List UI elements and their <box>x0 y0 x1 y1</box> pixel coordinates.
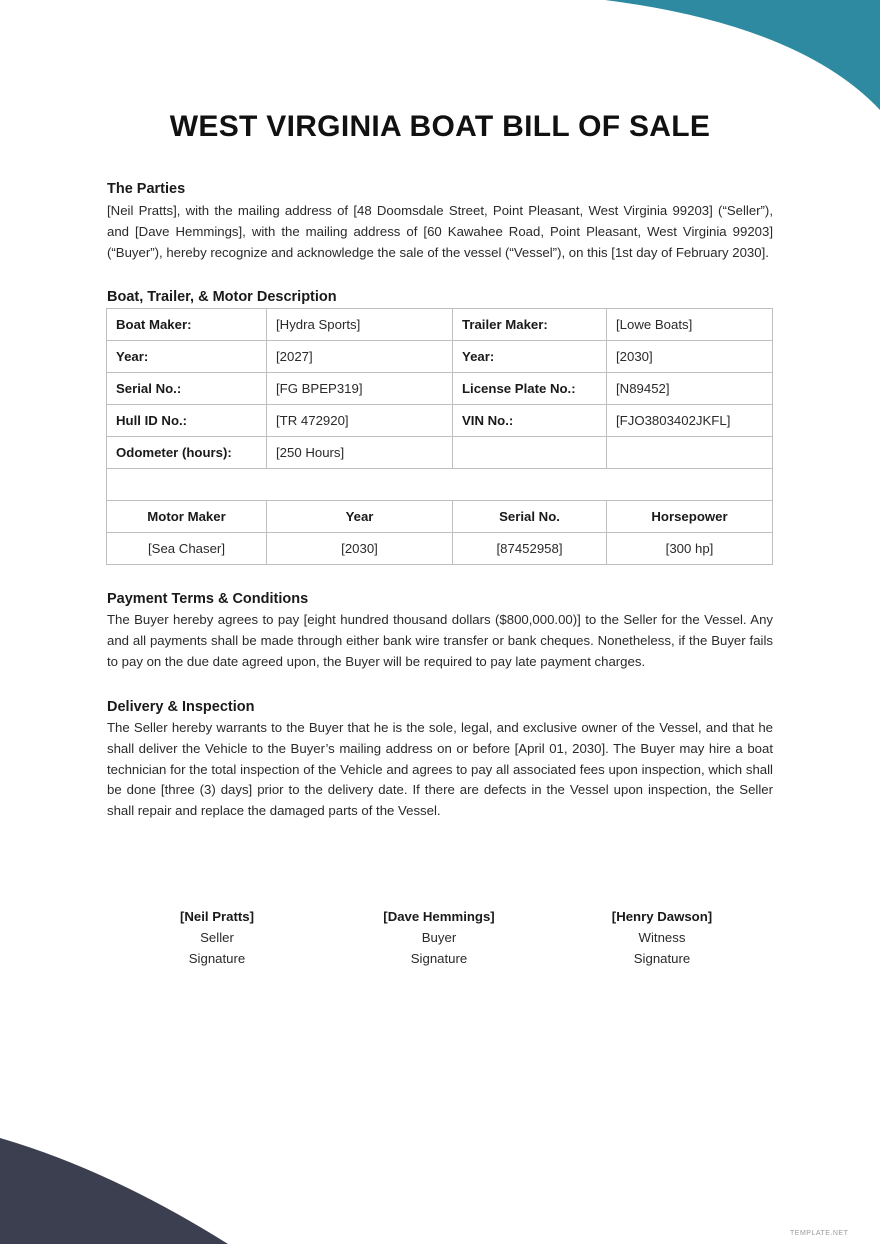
boat-year-value: [2027] <box>267 341 453 373</box>
boat-year-label: Year: <box>107 341 267 373</box>
table-row <box>107 341 773 373</box>
description-heading: Boat, Trailer, & Motor Description <box>107 289 337 305</box>
motor-serial-header: Serial No. <box>453 501 607 533</box>
motor-serial-value: [87452958] <box>453 533 607 565</box>
motor-value-row <box>107 533 773 565</box>
empty-cell <box>453 437 607 469</box>
buyer-signature-block <box>339 906 539 969</box>
delivery-text: The Seller hereby warrants to the Buyer that he is the sole, legal, and exclusive owner of the Vessel, and that he shall deliver the Vehicle to the Buyer’s mailing address on or before [April 01, 2030]. The Buyer may hire a boat technician for the total inspection of the Vehicle and agrees to pay all associated fees upon inspection, which shall be done [three (3) days] prior to the delivery date. If there are defects in the Vessel upon inspection, the Seller shall repair and replace the damaged parts of the Vessel. <box>107 720 773 819</box>
witness-signature-line: Signature <box>633 951 691 966</box>
seller-role: Seller <box>200 930 234 945</box>
boat-maker-label: Boat Maker: <box>107 309 267 341</box>
odometer-value: [250 Hours] <box>267 437 453 469</box>
witness-name: [Henry Dawson] <box>611 909 713 924</box>
serial-no-label: Serial No.: <box>107 373 267 405</box>
delivery-heading: Delivery & Inspection <box>107 699 255 715</box>
table-row <box>107 405 773 437</box>
trailer-year-value: [2030] <box>607 341 773 373</box>
buyer-name: [Dave Hemmings] <box>383 909 495 924</box>
table-row <box>107 309 773 341</box>
witness-signature-block <box>562 906 762 969</box>
license-plate-value: [N89452] <box>607 373 773 405</box>
vin-value: [FJO3803402JKFL] <box>607 405 773 437</box>
motor-maker-value: [Sea Chaser] <box>107 533 267 565</box>
trailer-maker-label: Trailer Maker: <box>453 309 607 341</box>
watermark-text: TEMPLATE.NET <box>790 1230 849 1237</box>
motor-maker-header: Motor Maker <box>107 501 267 533</box>
witness-role: Witness <box>638 930 686 945</box>
boat-maker-value: [Hydra Sports] <box>267 309 453 341</box>
license-plate-label: License Plate No.: <box>453 373 607 405</box>
hull-id-label: Hull ID No.: <box>107 405 267 437</box>
description-table <box>106 308 773 565</box>
trailer-maker-value: [Lowe Boats] <box>607 309 773 341</box>
odometer-label: Odometer (hours): <box>107 437 267 469</box>
table-row <box>107 373 773 405</box>
trailer-year-label: Year: <box>453 341 607 373</box>
hull-id-value: [TR 472920] <box>267 405 453 437</box>
spacer-cell <box>107 469 773 501</box>
payment-heading: Payment Terms & Conditions <box>107 591 309 607</box>
seller-name: [Neil Pratts] <box>179 909 254 924</box>
top-right-wave-shape <box>605 0 880 110</box>
parties-heading: The Parties <box>107 181 186 197</box>
empty-cell <box>607 437 773 469</box>
buyer-role: Buyer <box>421 930 457 945</box>
motor-header-row <box>107 501 773 533</box>
motor-year-value: [2030] <box>267 533 453 565</box>
seller-signature-line: Signature <box>188 951 246 966</box>
motor-horsepower-header: Horsepower <box>607 501 773 533</box>
seller-signature-block <box>117 906 317 969</box>
bottom-left-wave-shape <box>0 1138 228 1244</box>
table-row <box>107 437 773 469</box>
document-title: WEST VIRGINIA BOAT BILL OF SALE <box>169 110 711 143</box>
parties-text: [Neil Pratts], with the mailing address of [48 Doomsdale Street, Point Pleasant, West Virginia 99203] (“Seller”), and [Dave Hemmings], with the mailing address of [60 Kawahee Road, Point Pleasant, West Virginia 99203] (“Buyer”), hereby recognize and acknowledge the sale of the vessel (“Vessel”), on this [1st day of February 2030]. <box>107 203 773 260</box>
table-spacer-row <box>107 469 773 501</box>
motor-horsepower-value: [300 hp] <box>607 533 773 565</box>
vin-label: VIN No.: <box>453 405 607 437</box>
buyer-signature-line: Signature <box>410 951 468 966</box>
motor-year-header: Year <box>267 501 453 533</box>
serial-no-value: [FG BPEP319] <box>267 373 453 405</box>
payment-text: The Buyer hereby agrees to pay [eight hundred thousand dollars ($800,000.00)] to the Seller for the Vessel. Any and all payments shall be made through either bank wire transfer or bank cheques. Nonetheless, if the Buyer fails to pay on the due date agreed upon, the Buyer will be required to pay late payment charges. <box>107 612 773 669</box>
